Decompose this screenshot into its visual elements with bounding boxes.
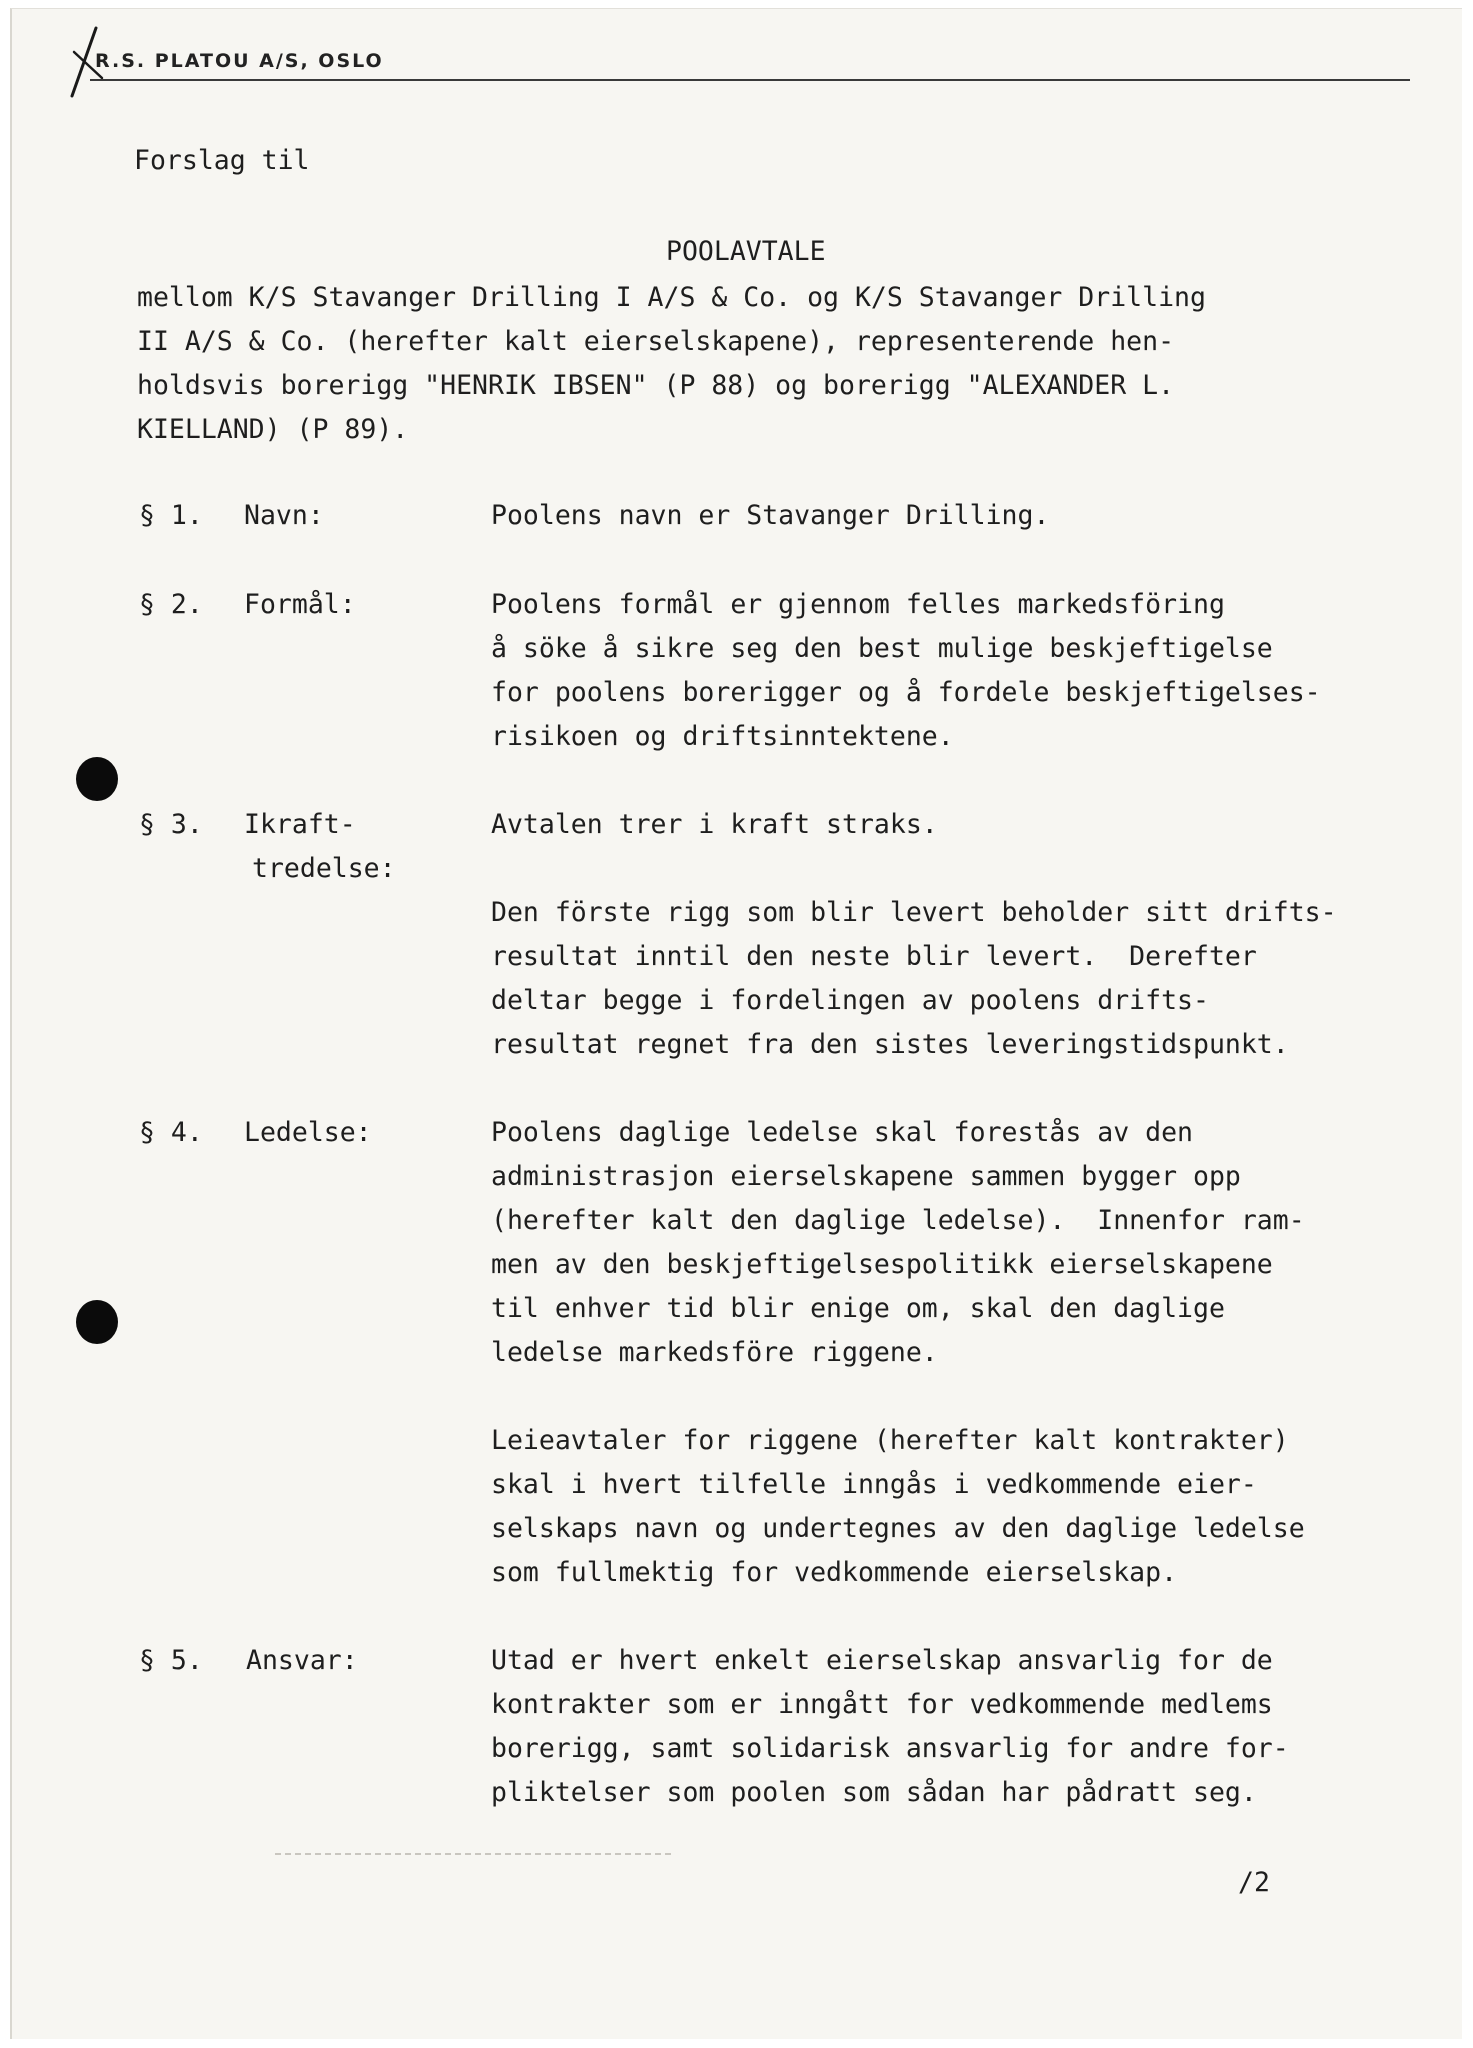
section-number: § 2.: [139, 589, 203, 620]
faint-scan-line: [275, 1853, 675, 1855]
intro-line: holdsvis borerigg "HENRIK IBSEN" (P 88) og borerigg "ALEXANDER L.: [137, 370, 1175, 401]
section-heading: Navn:: [244, 500, 324, 531]
document-title: POOLAVTALE: [666, 236, 826, 267]
section-heading: Ledelse:: [244, 1117, 372, 1148]
section-text-line: resultat inntil den neste blir levert. Derefter: [491, 941, 1257, 972]
section-number: § 1.: [139, 500, 203, 531]
section-text-line: (herefter kalt den daglige ledelse). Innenfor ram-: [491, 1205, 1305, 1236]
section-text-line: resultat regnet fra den sistes leveringstidspunkt.: [491, 1029, 1289, 1060]
page-continuation-marker: /2: [1238, 1867, 1270, 1898]
section-text-line: pliktelser som poolen som sådan har pådratt seg.: [491, 1777, 1257, 1808]
section-number: § 4.: [139, 1117, 203, 1148]
letterhead-rule: [90, 79, 1410, 81]
intro-line: II A/S & Co. (herefter kalt eierselskapene), representerende hen-: [137, 326, 1175, 357]
section-text-line: skal i hvert tilfelle inngås i vedkommende eier-: [491, 1469, 1257, 1500]
section-text-line: selskaps navn og undertegnes av den daglige ledelse: [491, 1513, 1305, 1544]
section-text-line: kontrakter som er inngått for vedkommende medlems: [491, 1689, 1273, 1720]
punch-hole-lower: [76, 1300, 118, 1344]
section-text-line: Poolens daglige ledelse skal forestås av den: [491, 1117, 1193, 1148]
section-text-line: Den förste rigg som blir levert beholder sitt drifts-: [491, 897, 1337, 928]
section-text-line: Poolens navn er Stavanger Drilling.: [491, 500, 1050, 531]
section-text-line: Utad er hvert enkelt eierselskap ansvarlig for de: [491, 1645, 1273, 1676]
intro-line: mellom K/S Stavanger Drilling I A/S & Co. og K/S Stavanger Drilling: [137, 282, 1206, 313]
section-number: § 3.: [139, 809, 203, 840]
section-text-line: risikoen og driftsinntektene.: [491, 721, 954, 752]
section-heading: Ansvar:: [246, 1645, 358, 1676]
section-text-line: ledelse markedsföre riggene.: [491, 1337, 938, 1368]
section-heading: tredelse:: [252, 853, 396, 884]
section-text-line: borerigg, samt solidarisk ansvarlig for andre for-: [491, 1733, 1289, 1764]
letterhead: R.S. PLATOU A/S, OSLO: [95, 50, 384, 72]
section-text-line: som fullmektig for vedkommende eierselskap.: [491, 1557, 1178, 1588]
section-text-line: administrasjon eierselskapene sammen bygger opp: [491, 1161, 1241, 1192]
section-text-line: Leieavtaler for riggene (herefter kalt kontrakter): [491, 1425, 1289, 1456]
section-text-line: for poolens borerigger og å fordele beskjeftigelses-: [491, 677, 1321, 708]
section-text-line: Avtalen trer i kraft straks.: [491, 809, 938, 840]
proposal-label: Forslag til: [134, 145, 310, 176]
section-heading: Formål:: [244, 589, 356, 620]
punch-hole-upper: [76, 757, 118, 801]
section-text-line: å söke å sikre seg den best mulige beskjeftigelse: [491, 633, 1273, 664]
section-text-line: til enhver tid blir enige om, skal den daglige: [491, 1293, 1225, 1324]
section-number: § 5.: [139, 1645, 203, 1676]
section-heading: Ikraft-: [244, 809, 356, 840]
section-text-line: men av den beskjeftigelsespolitikk eierselskapene: [491, 1249, 1273, 1280]
intro-line: KIELLAND) (P 89).: [137, 414, 409, 445]
section-text-line: deltar begge i fordelingen av poolens drifts-: [491, 985, 1209, 1016]
section-text-line: Poolens formål er gjennom felles markedsföring: [491, 589, 1225, 620]
